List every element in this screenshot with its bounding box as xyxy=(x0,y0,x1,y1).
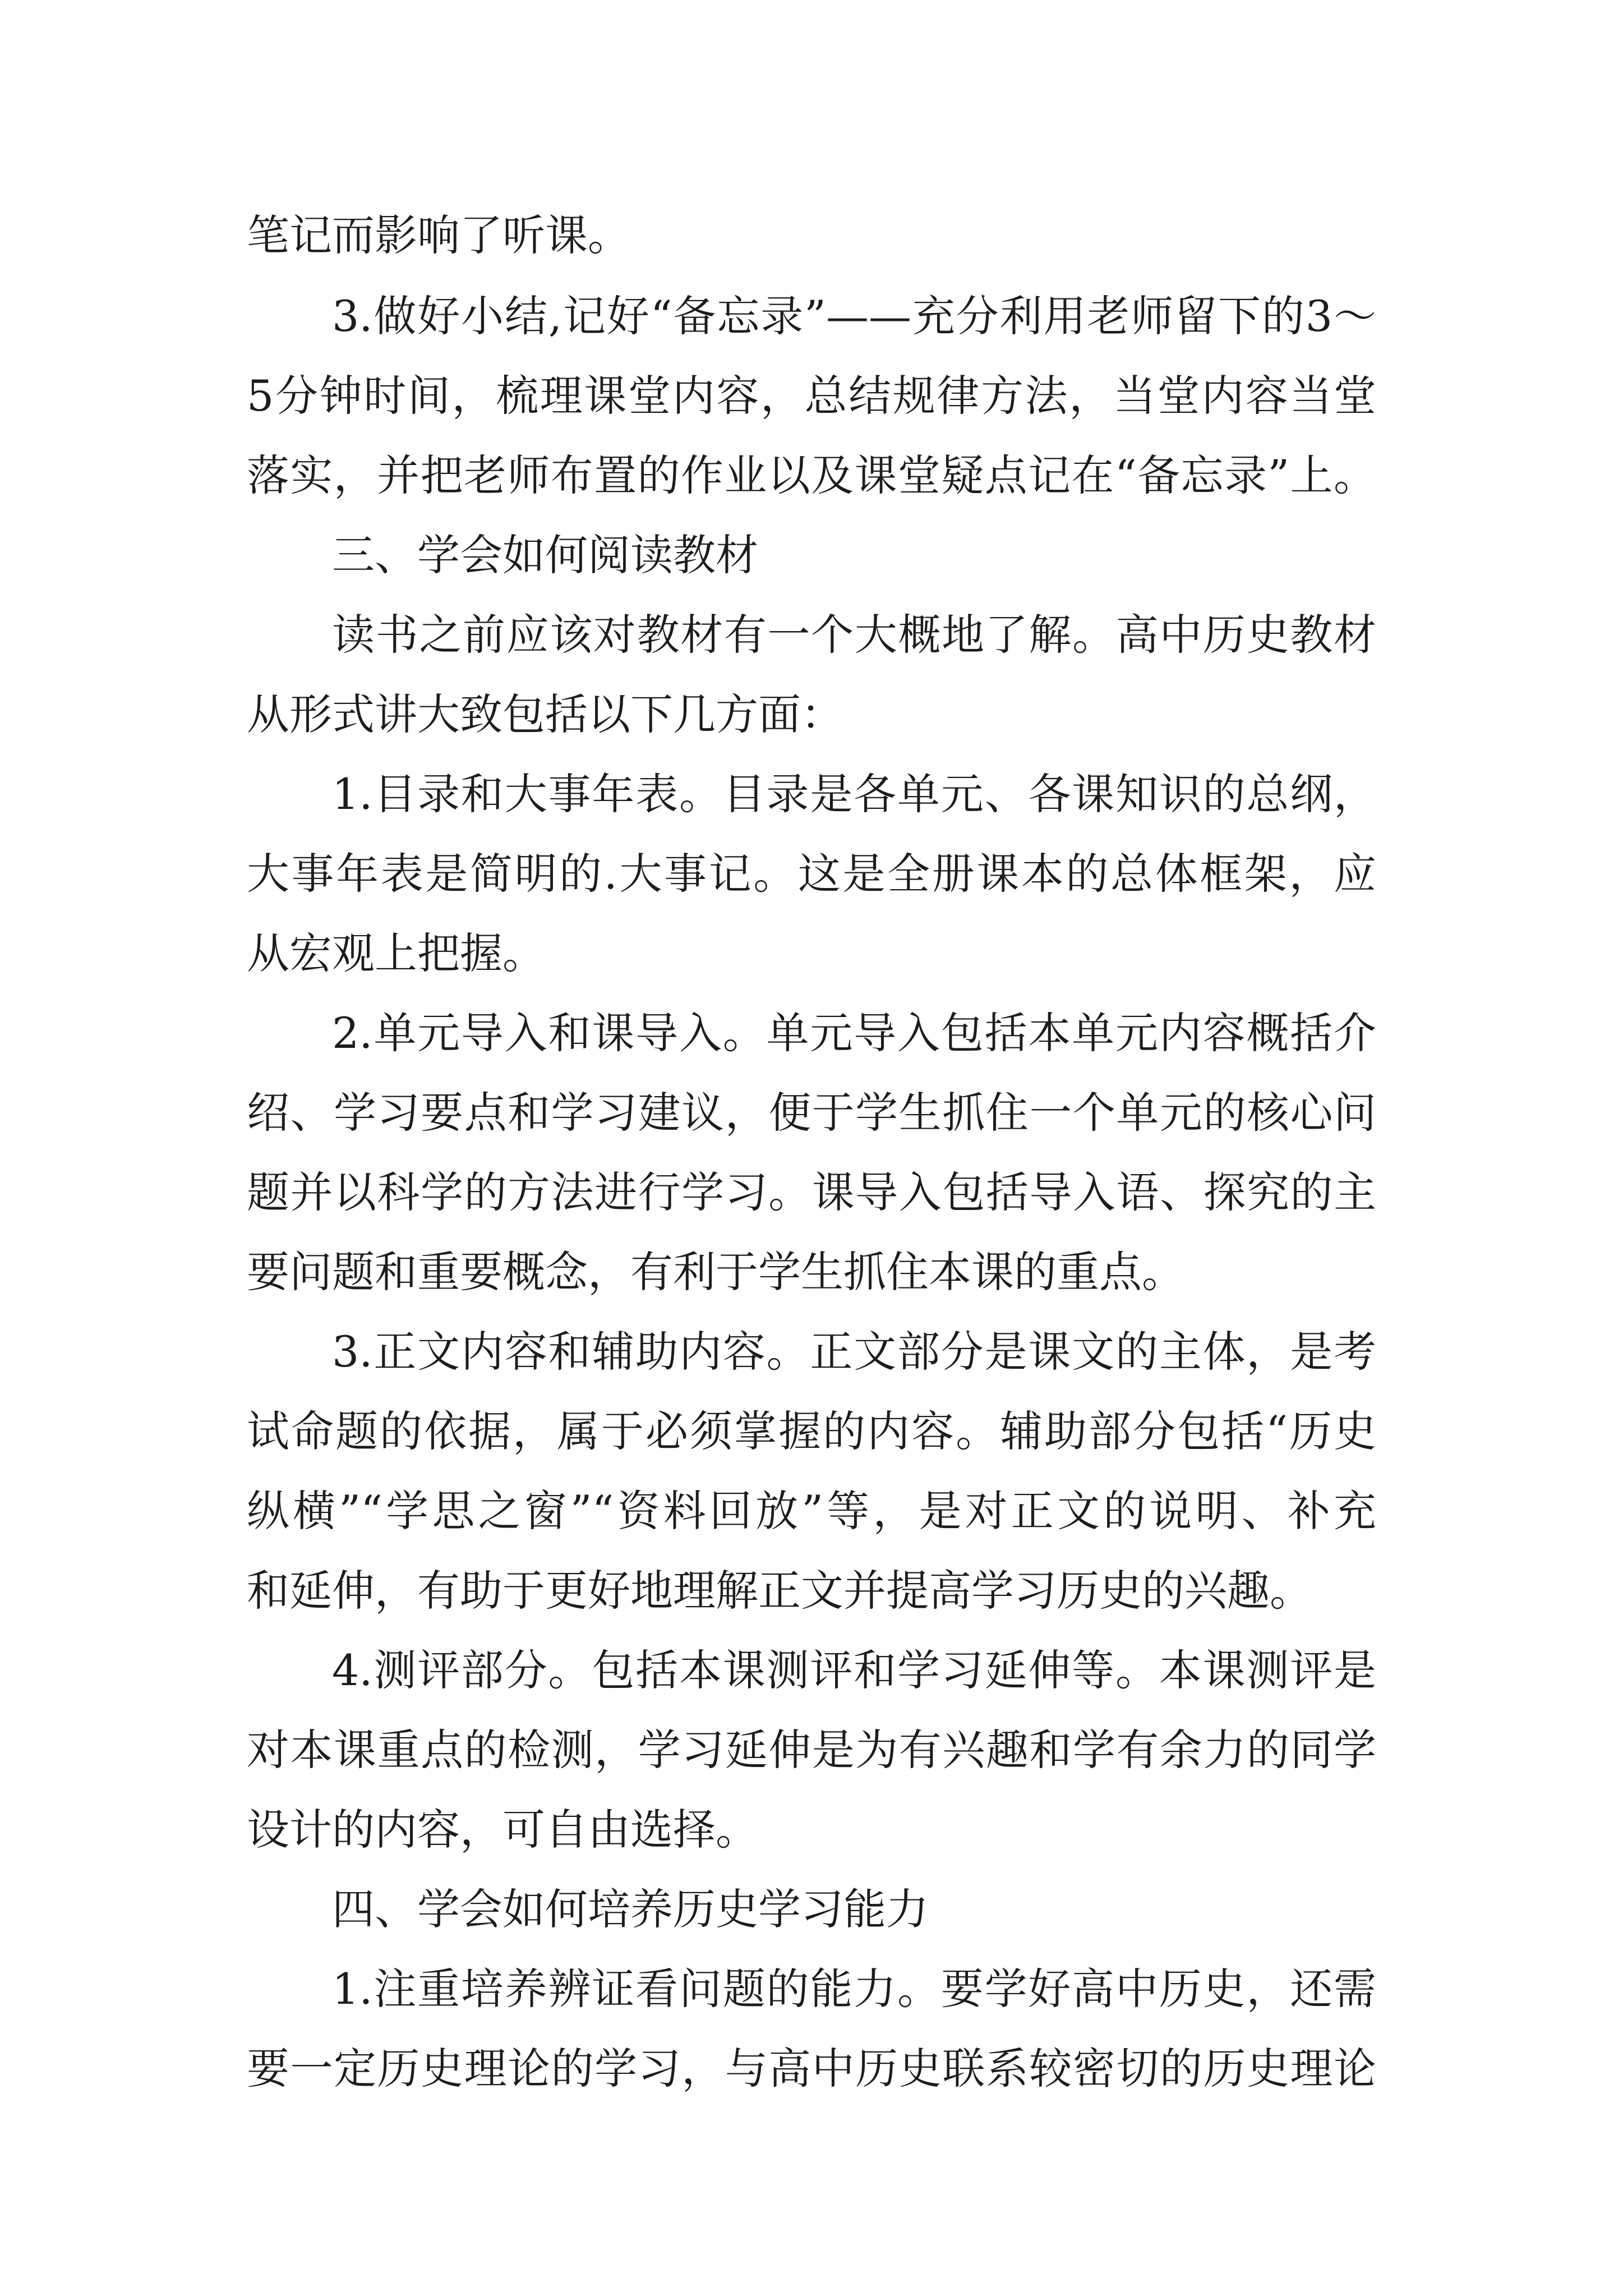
text-line: 1.目录和大事年表。目录是各单元、各课知识的总纲， xyxy=(332,769,1376,819)
text-line: 绍、学习要点和学习建议，便于学生抓住一个单元的核心问 xyxy=(247,1088,1376,1138)
text-line: 和延伸，有助于更好地理解正文并提高学习历史的兴趣。 xyxy=(247,1566,1312,1616)
text-line: 5分钟时间，梳理课堂内容，总结规律方法，当堂内容当堂 xyxy=(247,371,1376,421)
text-line: 对本课重点的检测，学习延伸是为有兴趣和学有余力的同学 xyxy=(247,1725,1376,1775)
section-heading: 四、学会如何培养历史学习能力 xyxy=(332,1884,929,1934)
text-line: 1.注重培养辨证看问题的能力。要学好高中历史，还需 xyxy=(332,1964,1376,2014)
text-line: 设计的内容，可自由选择。 xyxy=(247,1805,758,1855)
text-line: 题并以科学的方法进行学习。课导入包括导入语、探究的主 xyxy=(247,1167,1376,1217)
text-line: 笔记而影响了听课。 xyxy=(247,210,630,260)
text-line: 3.做好小结,记好“备忘录”——充分利用老师留下的3～ xyxy=(332,291,1376,341)
text-line: 落实，并把老师布置的作业以及课堂疑点记在“备忘录”上。 xyxy=(247,450,1376,500)
text-line: 从宏观上把握。 xyxy=(247,928,545,978)
text-line: 3.正文内容和辅助内容。正文部分是课文的主体，是考 xyxy=(332,1327,1376,1377)
text-line: 要一定历史理论的学习，与高中历史联系较密切的历史理论 xyxy=(247,2044,1376,2093)
text-line: 2.单元导入和课导入。单元导入包括本单元内容概括介 xyxy=(332,1008,1376,1058)
text-line: 纵横”“学思之窗”“资料回放”等，是对正文的说明、补充 xyxy=(247,1486,1376,1536)
text-line: 从形式讲大致包括以下几方面： xyxy=(247,689,843,739)
text-line: 试命题的依据，属于必须掌握的内容。辅助部分包括“历史 xyxy=(247,1406,1376,1456)
text-line: 4.测评部分。包括本课测评和学习延伸等。本课测评是 xyxy=(332,1645,1376,1695)
text-line: 大事年表是简明的.大事记。这是全册课本的总体框架，应 xyxy=(247,849,1376,899)
section-heading: 三、学会如何阅读教材 xyxy=(332,530,758,580)
text-line: 读书之前应该对教材有一个大概地了解。高中历史教材 xyxy=(332,610,1376,660)
text-line: 要问题和重要概念，有利于学生抓住本课的重点。 xyxy=(247,1247,1184,1297)
